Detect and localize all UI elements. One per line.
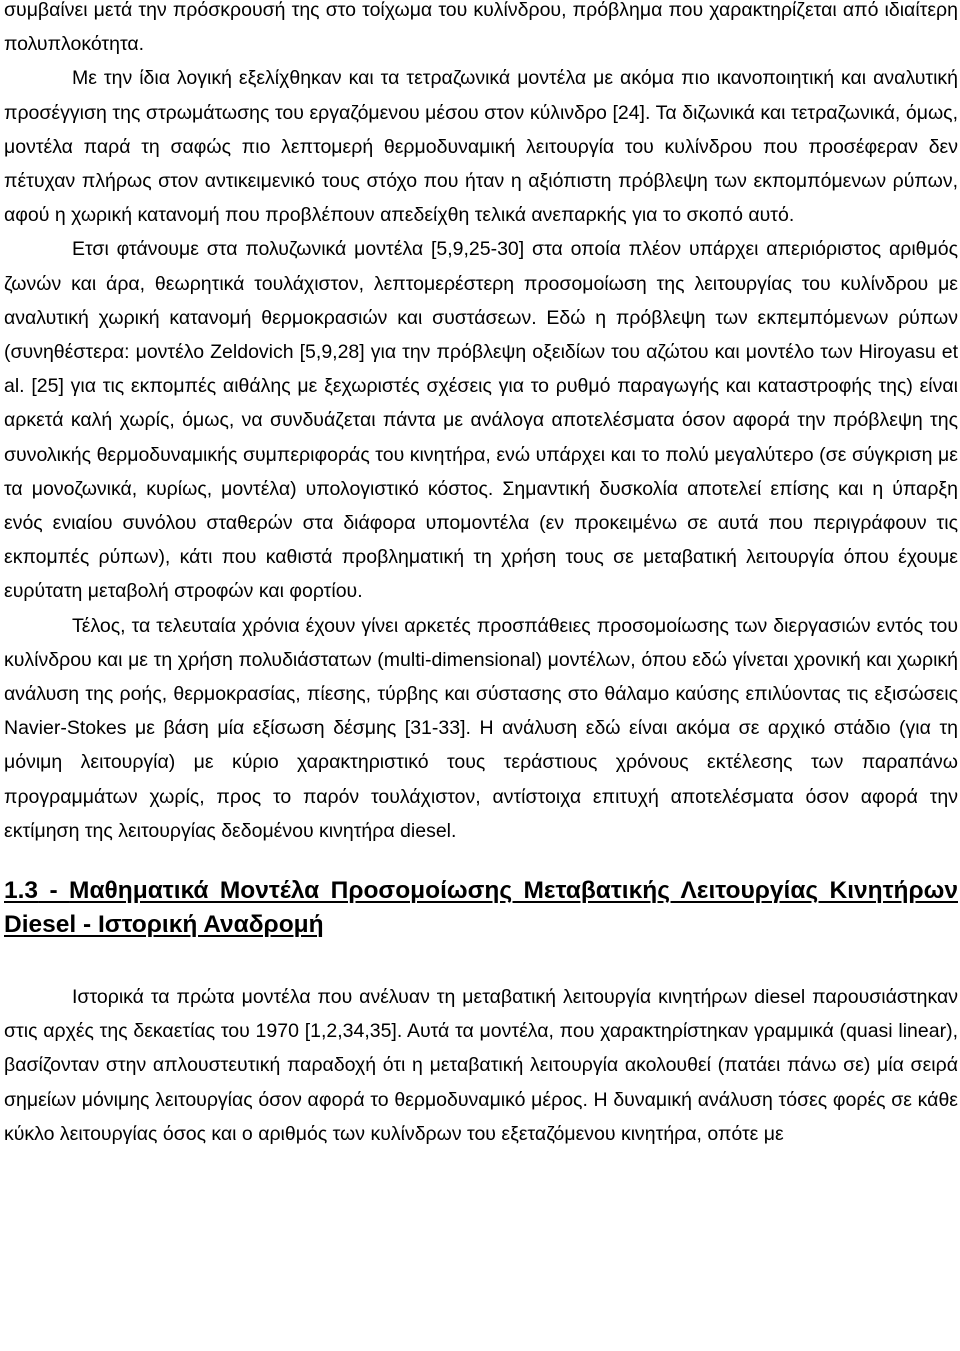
document-page bbox=[4, 0, 958, 1151]
paragraph-continuation: συμβαίνει μετά την πρόσκρουσή της στο τοίχωμα του κυλίνδρου, πρόβλημα που χαρακτηρίζεται από ιδιαίτερη πολυπλοκότητα. bbox=[4, 0, 958, 56]
paragraph-history: Ιστορικά τα πρώτα μοντέλα που ανέλυαν τη μεταβατική λειτουργία κινητήρων diesel παρουσιάστηκαν στις αρχές της δεκαετίας του 1970 [1,2,34,35]. Αυτά τα μοντέλα, που χαρακτηρίστηκαν γραμμικά (quasi linear), βασίζονταν στην απλουστευτική παραδοχή ότι η μεταβατική λειτουργία ακολουθεί (πατάει πάνω σε) μία σειρά σημείων μόνιμης λειτουργίας όσον αφορά το θερμοδυναμικό μέρος. Η δυναμική ανάλυση τόσες φορές σε κάθε κύκλο λειτουργίας όσος και ο αριθμός των κυλίνδρων του εξεταζόμενου κινητήρα, οπότε με bbox=[4, 986, 958, 1145]
section-title: Μαθηματικά Μοντέλα Προσομοίωσης Μεταβατικής Λειτουργίας Κινητήρων Diesel - Ιστορική Αναδρομή bbox=[4, 877, 958, 939]
section-number: 1.3 bbox=[4, 877, 39, 905]
paragraph-tetrazonal-models: Με την ίδια λογική εξελίχθηκαν και τα τετραζωνικά μοντέλα με ακόμα πιο ικανοποιητική και αναλυτική προσέγγιση της στρωμάτωσης του εργαζόμενου μέσου στον κύλινδρο [24]. Τα διζωνικά και τετραζωνικά, όμως, μοντέλα παρά τη σαφώς πιο λεπτομερή θερμοδυναμική λειτουργία του κυλίνδρου που προσέφεραν δεν πέτυχαν πλήρως στον αντικειμενικό τους στόχο που ήταν η αξιόπιστη πρόβλεψη των εκπομπόμενων ρύπων, αφού η χωρική κατανομή που προβλέπουν απεδείχθη τελικά ανεπαρκής για το σκοπό αυτό. bbox=[4, 67, 958, 227]
section-heading bbox=[4, 874, 958, 942]
paragraph-multizonal-models: Ετσι φτάνουμε στα πολυζωνικά μοντέλα [5,9,25-30] στα οποία πλέον υπάρχει απεριόριστος αριθμός ζωνών και άρα, θεωρητικά τουλάχιστον, λεπτομερέστερη προσομοίωση της λειτουργίας του κυλίνδρου με αναλυτική χωρική κατανομή θερμοκρασιών και συστάσεων. Εδώ η πρόβλεψη των εκπεμπόμενων ρύπων (συνηθέστερα: μοντέλο Zeldovich [5,9,28] για την πρόβλεψη οξειδίων του αζώτου και μοντέλο των Hiroyasu et al. [25] για τις εκπομπές αιθάλης με ξεχωριστές σχέσεις για το ρυθμό παραγωγής και καταστροφής της) είναι αρκετά καλή χωρίς, όμως, να συνδυάζεται πάντα με ανάλογα αποτελέσματα όσον αφορά την πρόβλεψη της συνολικής θερμοδυναμικής συμπεριφοράς του κινητήρα, ενώ υπάρχει και το πολύ μεγαλύτερο (σε σύγκριση με τα μονοζωνικά, κυρίως, μοντέλα) υπολογιστικό κόστος. Σημαντική δυσκολία αποτελεί επίσης και η ύπαρξη ενός ενιαίου συνόλου σταθερών στα διάφορα υπομοντέλα (εν προκειμένω σε αυτά που περιγράφουν τις εκπομπές ρύπων), κάτι που καθιστά προβληματική τη χρήση τους σε μεταβατική λειτουργία όπου έχουμε ευρύτατη μεταβολή στροφών και φορτίου. bbox=[4, 238, 958, 603]
section-separator: - bbox=[38, 877, 70, 905]
paragraph-multidimensional-models: Τέλος, τα τελευταία χρόνια έχουν γίνει αρκετές προσπάθειες προσομοίωσης των διεργασιών εντός του κυλίνδρου και με τη χρήση πολυδιάστατων (multi-dimensional) μοντέλων, όπου εδώ γίνεται χρονική και χωρική ανάλυση της ροής, θερμοκρασίας, πίεσης, τύρβης και σύστασης στο θάλαμο καύσης επιλύοντας τις εξισώσεις Navier-Stokes με βάση μία εξίσωση δέσμης [31-33]. Η ανάλυση εδώ είναι ακόμα σε αρχικό στάδιο (για τη μόνιμη λειτουργία) με κύριο χαρακτηριστικό τους τεράστιους χρόνους εκτέλεσης των παραπάνω προγραμμάτων χωρίς, προς το παρόν τουλάχιστον, αντίστοιχα επιτυχή αποτελέσματα όσον αφορά την εκτίμηση της λειτουργίας δεδομένου κινητήρα diesel. bbox=[4, 614, 958, 842]
